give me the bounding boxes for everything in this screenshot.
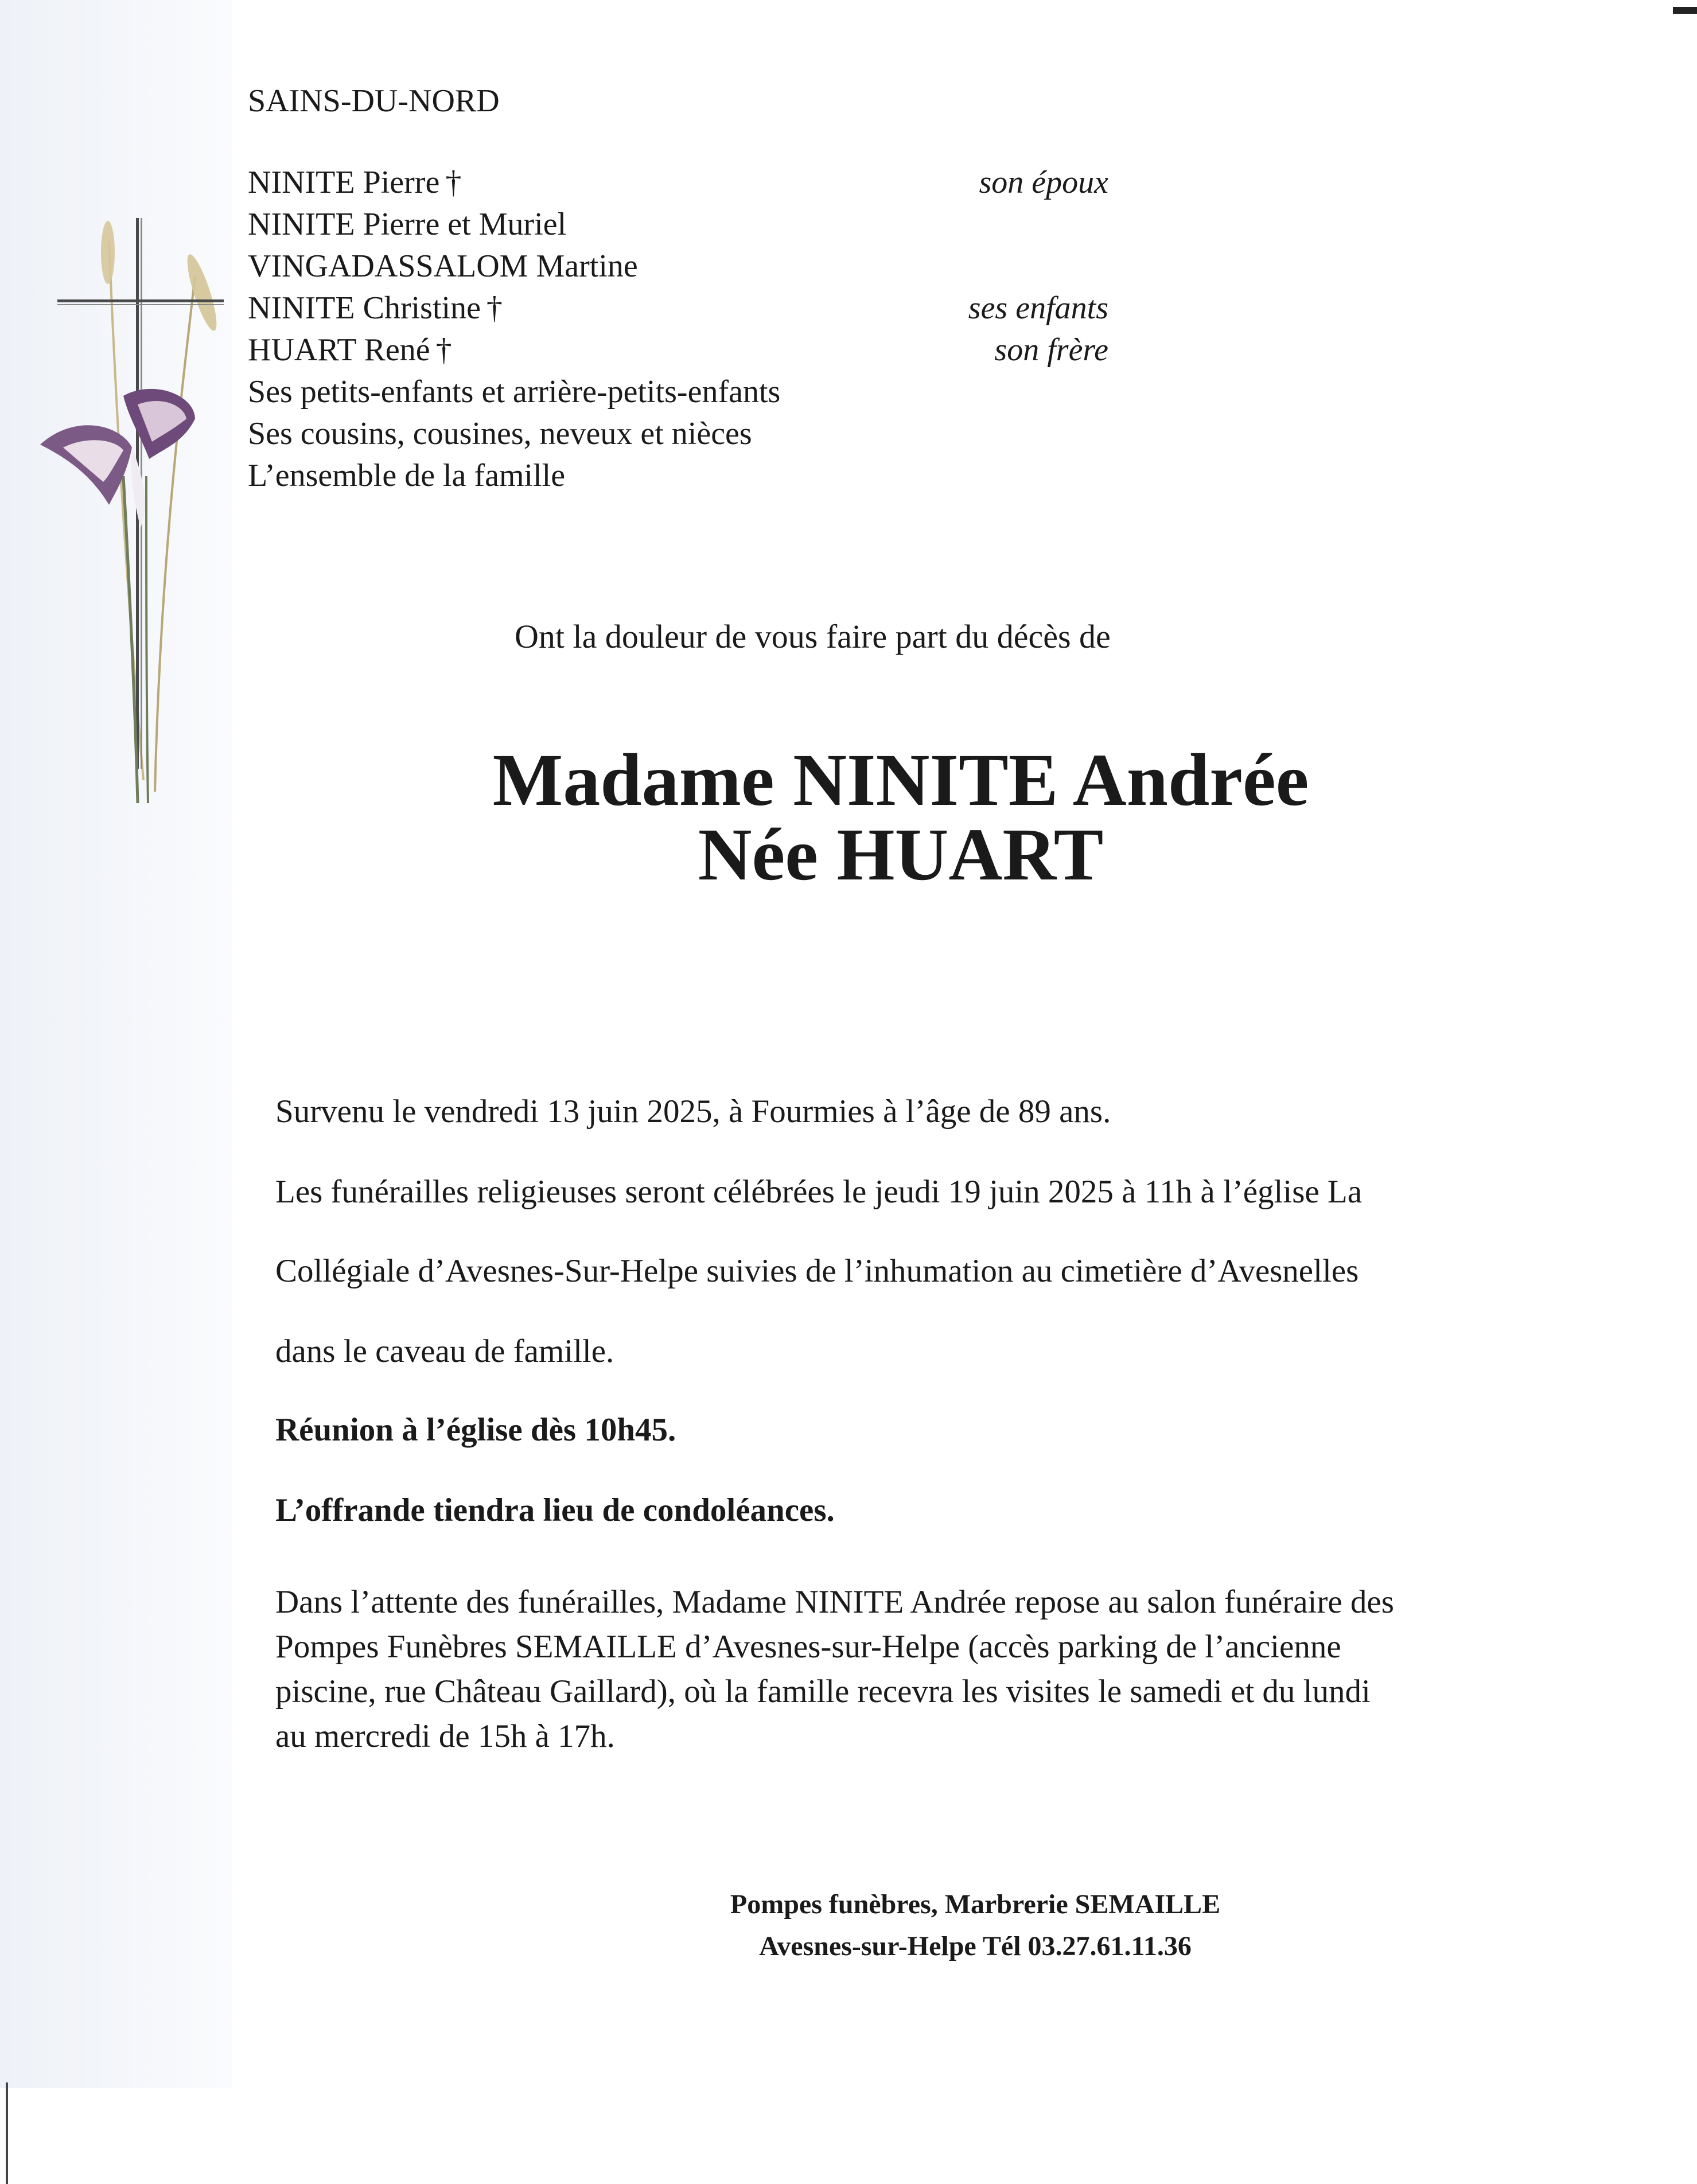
family-member-name: L’ensemble de la famille [248, 458, 566, 493]
funeral-home-name: Pompes funèbres, Marbrerie SEMAILLE [730, 1889, 1221, 1920]
cross-lily-icon [23, 207, 241, 815]
survenu-text: Survenu le vendredi 13 juin 2025, à Fourmies à l’âge de 89 ans. [275, 1093, 1111, 1130]
family-member [248, 413, 752, 454]
scan-edge [6, 2082, 8, 2184]
town-label: SAINS-DU-NORD [248, 83, 500, 119]
attente-line-2: Pompes Funèbres SEMAILLE d’Avesnes-sur-Helpe (accès parking de l’ancienne [275, 1629, 1341, 1665]
funerailles-line-1: Les funérailles religieuses seront célébrées le jeudi 19 juin 2025 à 11h à l’église La [275, 1174, 1363, 1210]
family-member [248, 329, 452, 371]
attente-line-3: piscine, rue Château Gaillard), où la famille recevra les visites le samedi et du lundi [275, 1673, 1371, 1710]
family-member-role: son frère [994, 332, 1108, 368]
cross-icon: † [445, 165, 462, 200]
funerailles-line-3: dans le caveau de famille. [275, 1333, 614, 1369]
family-member [248, 371, 780, 412]
family-member-name: Ses petits-enfants et arrière-petits-enfants [248, 374, 781, 410]
cross-icon: † [486, 290, 503, 326]
family-member-role: son époux [979, 165, 1108, 200]
reunion-text: Réunion à l’église dès 10h45. [275, 1412, 676, 1448]
family-member [248, 287, 503, 329]
family-member-name: NINITE Christine [248, 290, 481, 326]
scan-mark [1673, 7, 1697, 14]
deceased-maiden-name: Née HUART [698, 813, 1104, 896]
funerailles-line-2: Collégiale d’Avesnes-Sur-Helpe suivies de l’inhumation au cimetière d’Avesnelles [275, 1253, 1359, 1289]
family-member-name: Ses cousins, cousines, neveux et nièces [248, 416, 752, 451]
family-member-role: ses enfants [968, 290, 1108, 326]
family-member-name: HUART René [248, 332, 430, 368]
deceased-name: Madame NINITE Andrée [492, 739, 1309, 822]
family-member [248, 162, 461, 203]
offrande-text: L’offrande tiendra lieu de condoléances. [275, 1492, 835, 1528]
attente-line-4: au mercredi de 15h à 17h. [275, 1718, 615, 1754]
family-member-name: NINITE Pierre et Muriel [248, 207, 567, 242]
attente-line-1: Dans l’attente des funérailles, Madame NINITE Andrée repose au salon funéraire des [275, 1584, 1394, 1620]
cross-icon: † [435, 332, 452, 368]
family-member [248, 455, 565, 496]
intro-text: Ont la douleur de vous faire part du décès de [515, 618, 1111, 655]
family-member [248, 246, 638, 287]
family-member-name: NINITE Pierre [248, 165, 440, 200]
funeral-home-contact: Avesnes-sur-Helpe Tél 03.27.61.11.36 [759, 1931, 1192, 1961]
family-member [248, 204, 566, 245]
family-member-name: VINGADASSALOM Martine [248, 248, 638, 284]
